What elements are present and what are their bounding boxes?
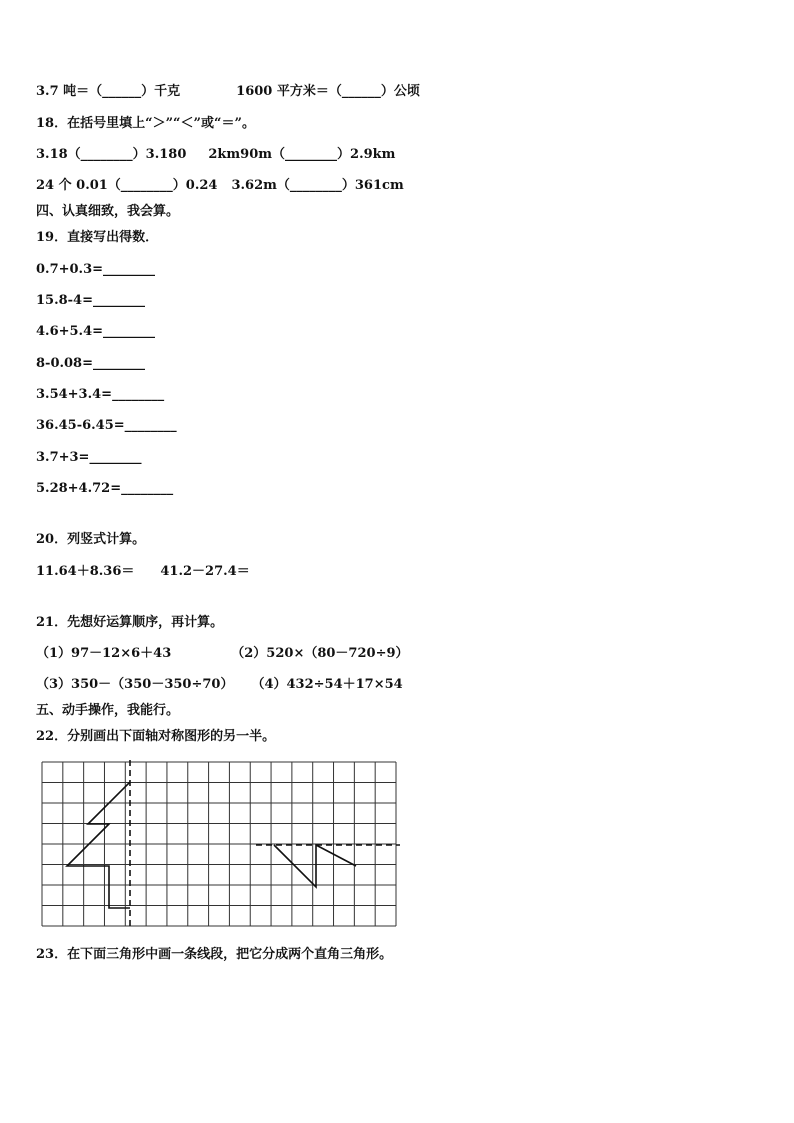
section-5-heading: 五、动手操作，我能行。 [36,703,180,718]
conversion-tons: 3.7 吨＝（______）千克 [36,84,181,99]
calc-item: 0.7+0.3=________ [36,262,156,277]
vertical-calc-1: 11.64＋8.36＝ [36,564,135,579]
order-calc-3: （3）350－（350－350÷70） [36,677,234,692]
line-18-b [36,178,404,194]
question-23: 23．在下面三角形中画一条线段，把它分成两个直角三角形。 [36,947,393,962]
line-20 [36,564,250,580]
order-calc-1: （1）97－12×6＋43 [36,646,172,661]
compare-3: 24 个 0.01（________）0.24 [36,178,218,193]
line-18-a [36,147,395,163]
line-conversion [36,84,420,100]
calc-item: 5.28+4.72=________ [36,481,174,496]
order-calc-2: （2）520×（80－720÷9） [231,646,409,661]
order-calc-4: （4）432÷54＋17×54 [251,677,403,692]
left-figure-outline [67,782,130,908]
calc-item: 4.6+5.4=________ [36,324,156,339]
line-21-a [36,646,409,662]
left-figure-half [67,782,130,908]
question-22: 22．分别画出下面轴对称图形的另一半。 [36,729,276,744]
compare-1: 3.18（________）3.180 [36,147,187,162]
calc-item: 36.45-6.45=________ [36,418,177,433]
calc-item: 8-0.08=________ [36,356,145,371]
question-21: 21．先想好运算顺序，再计算。 [36,615,224,630]
calc-item: 3.54+3.4=________ [36,387,165,402]
line-21-b [36,677,403,693]
right-figure-outline [274,845,356,887]
vertical-calc-2: 41.2－27.4＝ [160,564,250,579]
compare-4: 3.62m（________）361cm [231,178,404,193]
question-20: 20．列竖式计算。 [36,532,146,547]
conversion-hectares: 1600 平方米＝（______）公顷 [236,84,420,99]
section-4-heading: 四、认真细致，我会算。 [36,204,180,219]
compare-2: 2km90m（________）2.9km [208,147,396,162]
calc-item: 3.7+3=________ [36,450,142,465]
question-19: 19．直接写出得数． [36,230,159,245]
grid-lines [42,762,396,926]
symmetry-grid [38,760,400,928]
calc-item: 15.8-4=________ [36,293,145,308]
right-figure-half [274,845,356,887]
question-18: 18．在括号里填上“＞”“＜”或“＝”。 [36,116,255,131]
